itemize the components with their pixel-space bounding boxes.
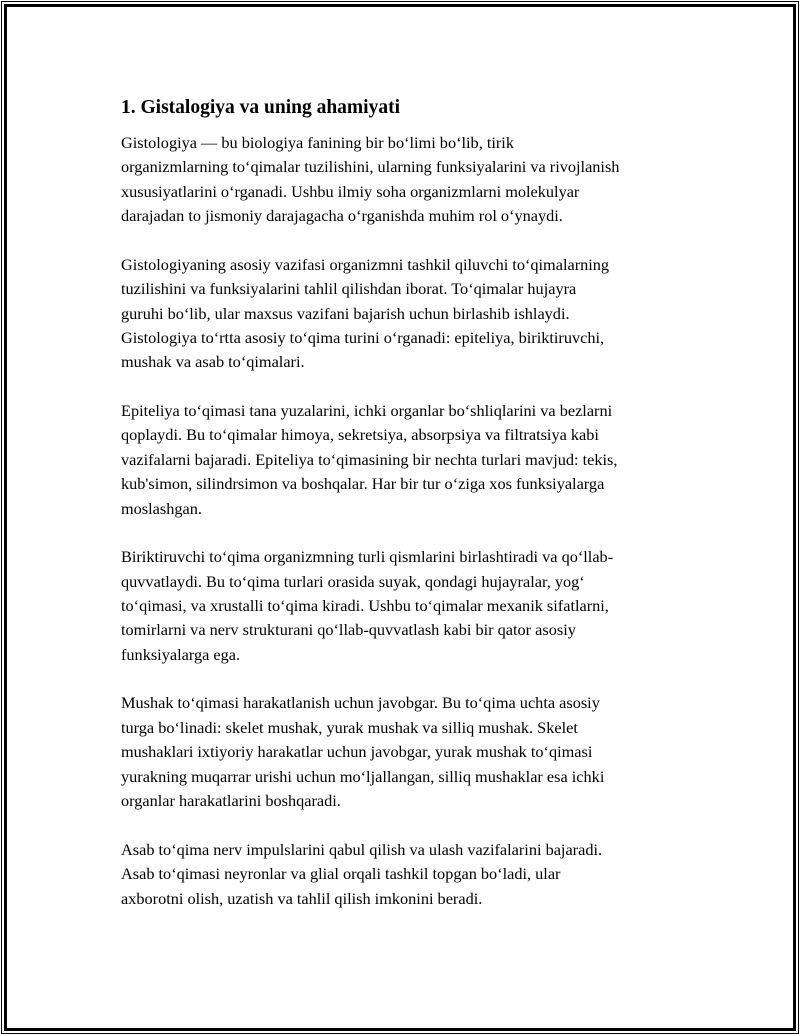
document-page <box>4 4 796 1031</box>
paragraph-line: Mushak toʻqimasi harakatlanish uchun javobgar. Bu toʻqima uchta asosiy <box>121 693 600 713</box>
document-content <box>121 95 701 935</box>
paragraph-2 <box>121 253 701 375</box>
paragraph-line: xususiyatlarini oʻrganadi. Ushbu ilmiy soha organizmlarni molekulyar <box>121 181 580 201</box>
paragraph-line: toʻqimasi, va xrustalli toʻqima kiradi. Ushbu toʻqimalar mexanik sifatlarni, <box>121 596 609 616</box>
paragraph-line: tomirlarni va nerv strukturani qoʻllab-quvvatlash kabi bir qator asosiy <box>121 620 576 640</box>
paragraph-line: organlar harakatlarini boshqaradi. <box>121 791 341 811</box>
paragraph-line: mushaklari ixtiyoriy harakatlar uchun javobgar, yurak mushak toʻqimasi <box>121 742 593 762</box>
paragraph-line: Epiteliya toʻqimasi tana yuzalarini, ichki organlar boʻshliqlarini va bezlarni <box>121 401 613 421</box>
paragraph-line: funksiyalarga ega. <box>121 644 241 664</box>
paragraph-1 <box>121 131 701 229</box>
paragraph-line: kub'simon, silindrsimon va boshqalar. Har bir tur oʻziga xos funksiyalarga <box>121 474 605 494</box>
document-title: 1. Gistalogiya va uning ahamiyati <box>121 97 400 118</box>
paragraph-line: Asab toʻqima nerv impulslarini qabul qilish va ulash vazifalarini bajaradi. <box>121 839 603 859</box>
paragraph-line: qoplaydi. Bu toʻqimalar himoya, sekretsiya, absorpsiya va filtratsiya kabi <box>121 425 599 445</box>
paragraph-line: Biriktiruvchi toʻqima organizmning turli qismlarini birlashtiradi va qoʻllab- <box>121 547 614 567</box>
paragraph-line: tuzilishini va funksiyalarini tahlil qilishdan iborat. Toʻqimalar hujayra <box>121 279 577 299</box>
paragraph-line: moslashgan. <box>121 498 202 518</box>
paragraph-line: Gistologiya — bu biologiya fanining bir boʻlimi boʻlib, tirik <box>121 133 514 152</box>
paragraph-line: Asab toʻqimasi neyronlar va glial orqali tashkil topgan boʻladi, ular <box>121 864 561 884</box>
paragraph-6 <box>121 838 701 911</box>
paragraph-line: axborotni olish, uzatish va tahlil qilish imkonini beradi. <box>121 888 483 908</box>
paragraph-line: quvvatlaydi. Bu toʻqima turlari orasida suyak, qondagi hujayralar, yogʻ <box>121 571 585 591</box>
paragraph-line: mushak va asab toʻqimalari. <box>121 352 305 372</box>
paragraph-line: darajadan to jismoniy darajagacha oʻrganishda muhim rol oʻynaydi. <box>121 206 563 226</box>
paragraph-line: yurakning muqarrar urishi uchun moʻljallangan, silliq mushaklar esa ichki <box>121 766 605 786</box>
paragraph-list <box>121 131 701 911</box>
paragraph-line: turga boʻlinadi: skelet mushak, yurak mushak va silliq mushak. Skelet <box>121 717 578 737</box>
paragraph-3 <box>121 399 701 521</box>
paragraph-line: Gistologiyaning asosiy vazifasi organizmni tashkil qiluvchi toʻqimalarning <box>121 254 610 274</box>
paragraph-line: vazifalarni bajaradi. Epiteliya toʻqimasining bir nechta turlari mavjud: tekis, <box>121 449 618 469</box>
paragraph-5 <box>121 691 701 813</box>
paragraph-line: Gistologiya toʻrtta asosiy toʻqima turini oʻrganadi: epiteliya, biriktiruvchi, <box>121 328 605 348</box>
paragraph-line: organizmlarning toʻqimalar tuzilishini, ularning funksiyalarini va rivojlanish <box>121 157 620 177</box>
paragraph-line: guruhi boʻlib, ular maxsus vazifani bajarish uchun birlashib ishlaydi. <box>121 303 570 323</box>
paragraph-4 <box>121 545 701 667</box>
